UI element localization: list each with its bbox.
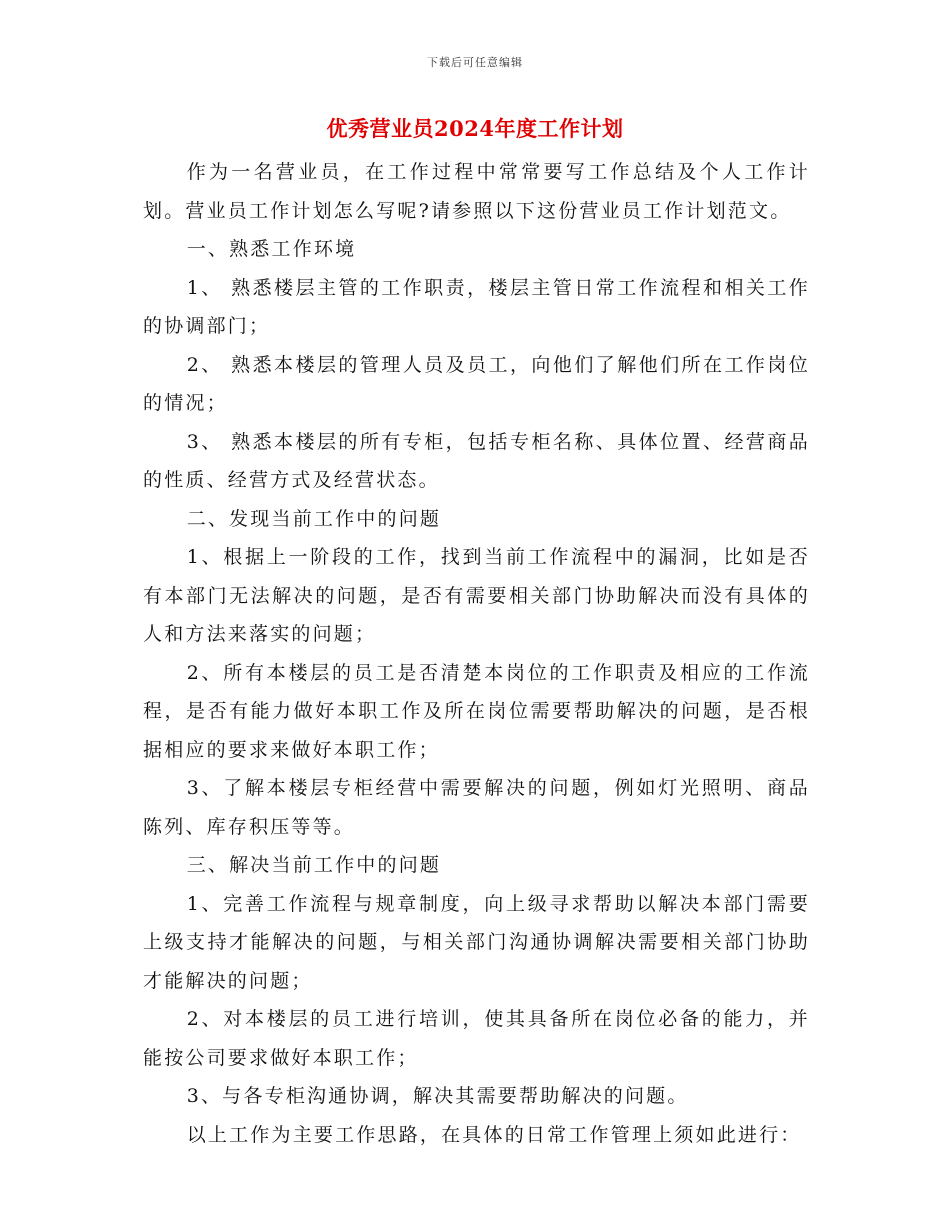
paragraph-3-1: 1、完善工作流程与规章制度，向上级寻求帮助以解决本部门需要上级支持才能解决的问题，与相关部门沟通协调解决需要相关部门协助才能解决的问题； bbox=[143, 892, 810, 992]
paragraph-1-2: 2、 熟悉本楼层的管理人员及员工，向他们了解他们所在工作岗位的情况； bbox=[143, 353, 810, 414]
paragraph-2-1: 1、根据上一阶段的工作，找到当前工作流程中的漏洞，比如是否有本部门无法解决的问题，是否有需要相关部门协助解决而没有具体的人和方法来落实的问题； bbox=[143, 546, 810, 645]
section-heading-2: 二、发现当前工作中的问题 bbox=[186, 507, 442, 530]
paragraph-3-3: 3、与各专柜沟通协调，解决其需要帮助解决的问题。 bbox=[186, 1085, 689, 1107]
document-title: 优秀营业员2024年度工作计划 bbox=[326, 116, 624, 141]
header-note: 下载后可任意编辑 bbox=[427, 56, 523, 69]
closing-paragraph: 以上工作为主要工作思路，在具体的日常工作管理上须如此进行： bbox=[186, 1123, 802, 1146]
paragraph-2-3: 3、了解本楼层专柜经营中需要解决的问题，例如灯光照明、商品陈列、库存积压等等。 bbox=[143, 777, 810, 838]
paragraph-3-2: 2、对本楼层的员工进行培训，使其具备所在岗位必备的能力，并能按公司要求做好本职工作； bbox=[143, 1008, 810, 1069]
paragraph-2-2: 2、所有本楼层的员工是否清楚本岗位的工作职责及相应的工作流程，是否有能力做好本职工作及所在岗位需要帮助解决的问题，是否根据相应的要求来做好本职工作； bbox=[143, 661, 810, 761]
paragraph-1-3: 3、 熟悉本楼层的所有专柜，包括专柜名称、具体位置、经营商品的性质、经营方式及经营状态。 bbox=[143, 430, 810, 491]
intro-paragraph: 作为一名营业员，在工作过程中常常要写工作总结及个人工作计划。营业员工作计划怎么写呢?请参照以下这份营业员工作计划范文。 bbox=[143, 161, 810, 222]
section-heading-3: 三、解决当前工作中的问题 bbox=[186, 854, 442, 876]
document-body bbox=[143, 153, 810, 1154]
paragraph-1-1: 1、 熟悉楼层主管的工作职责，楼层主管日常工作流程和相关工作的协调部门； bbox=[143, 276, 810, 337]
section-heading-1: 一、熟悉工作环境 bbox=[186, 238, 357, 260]
